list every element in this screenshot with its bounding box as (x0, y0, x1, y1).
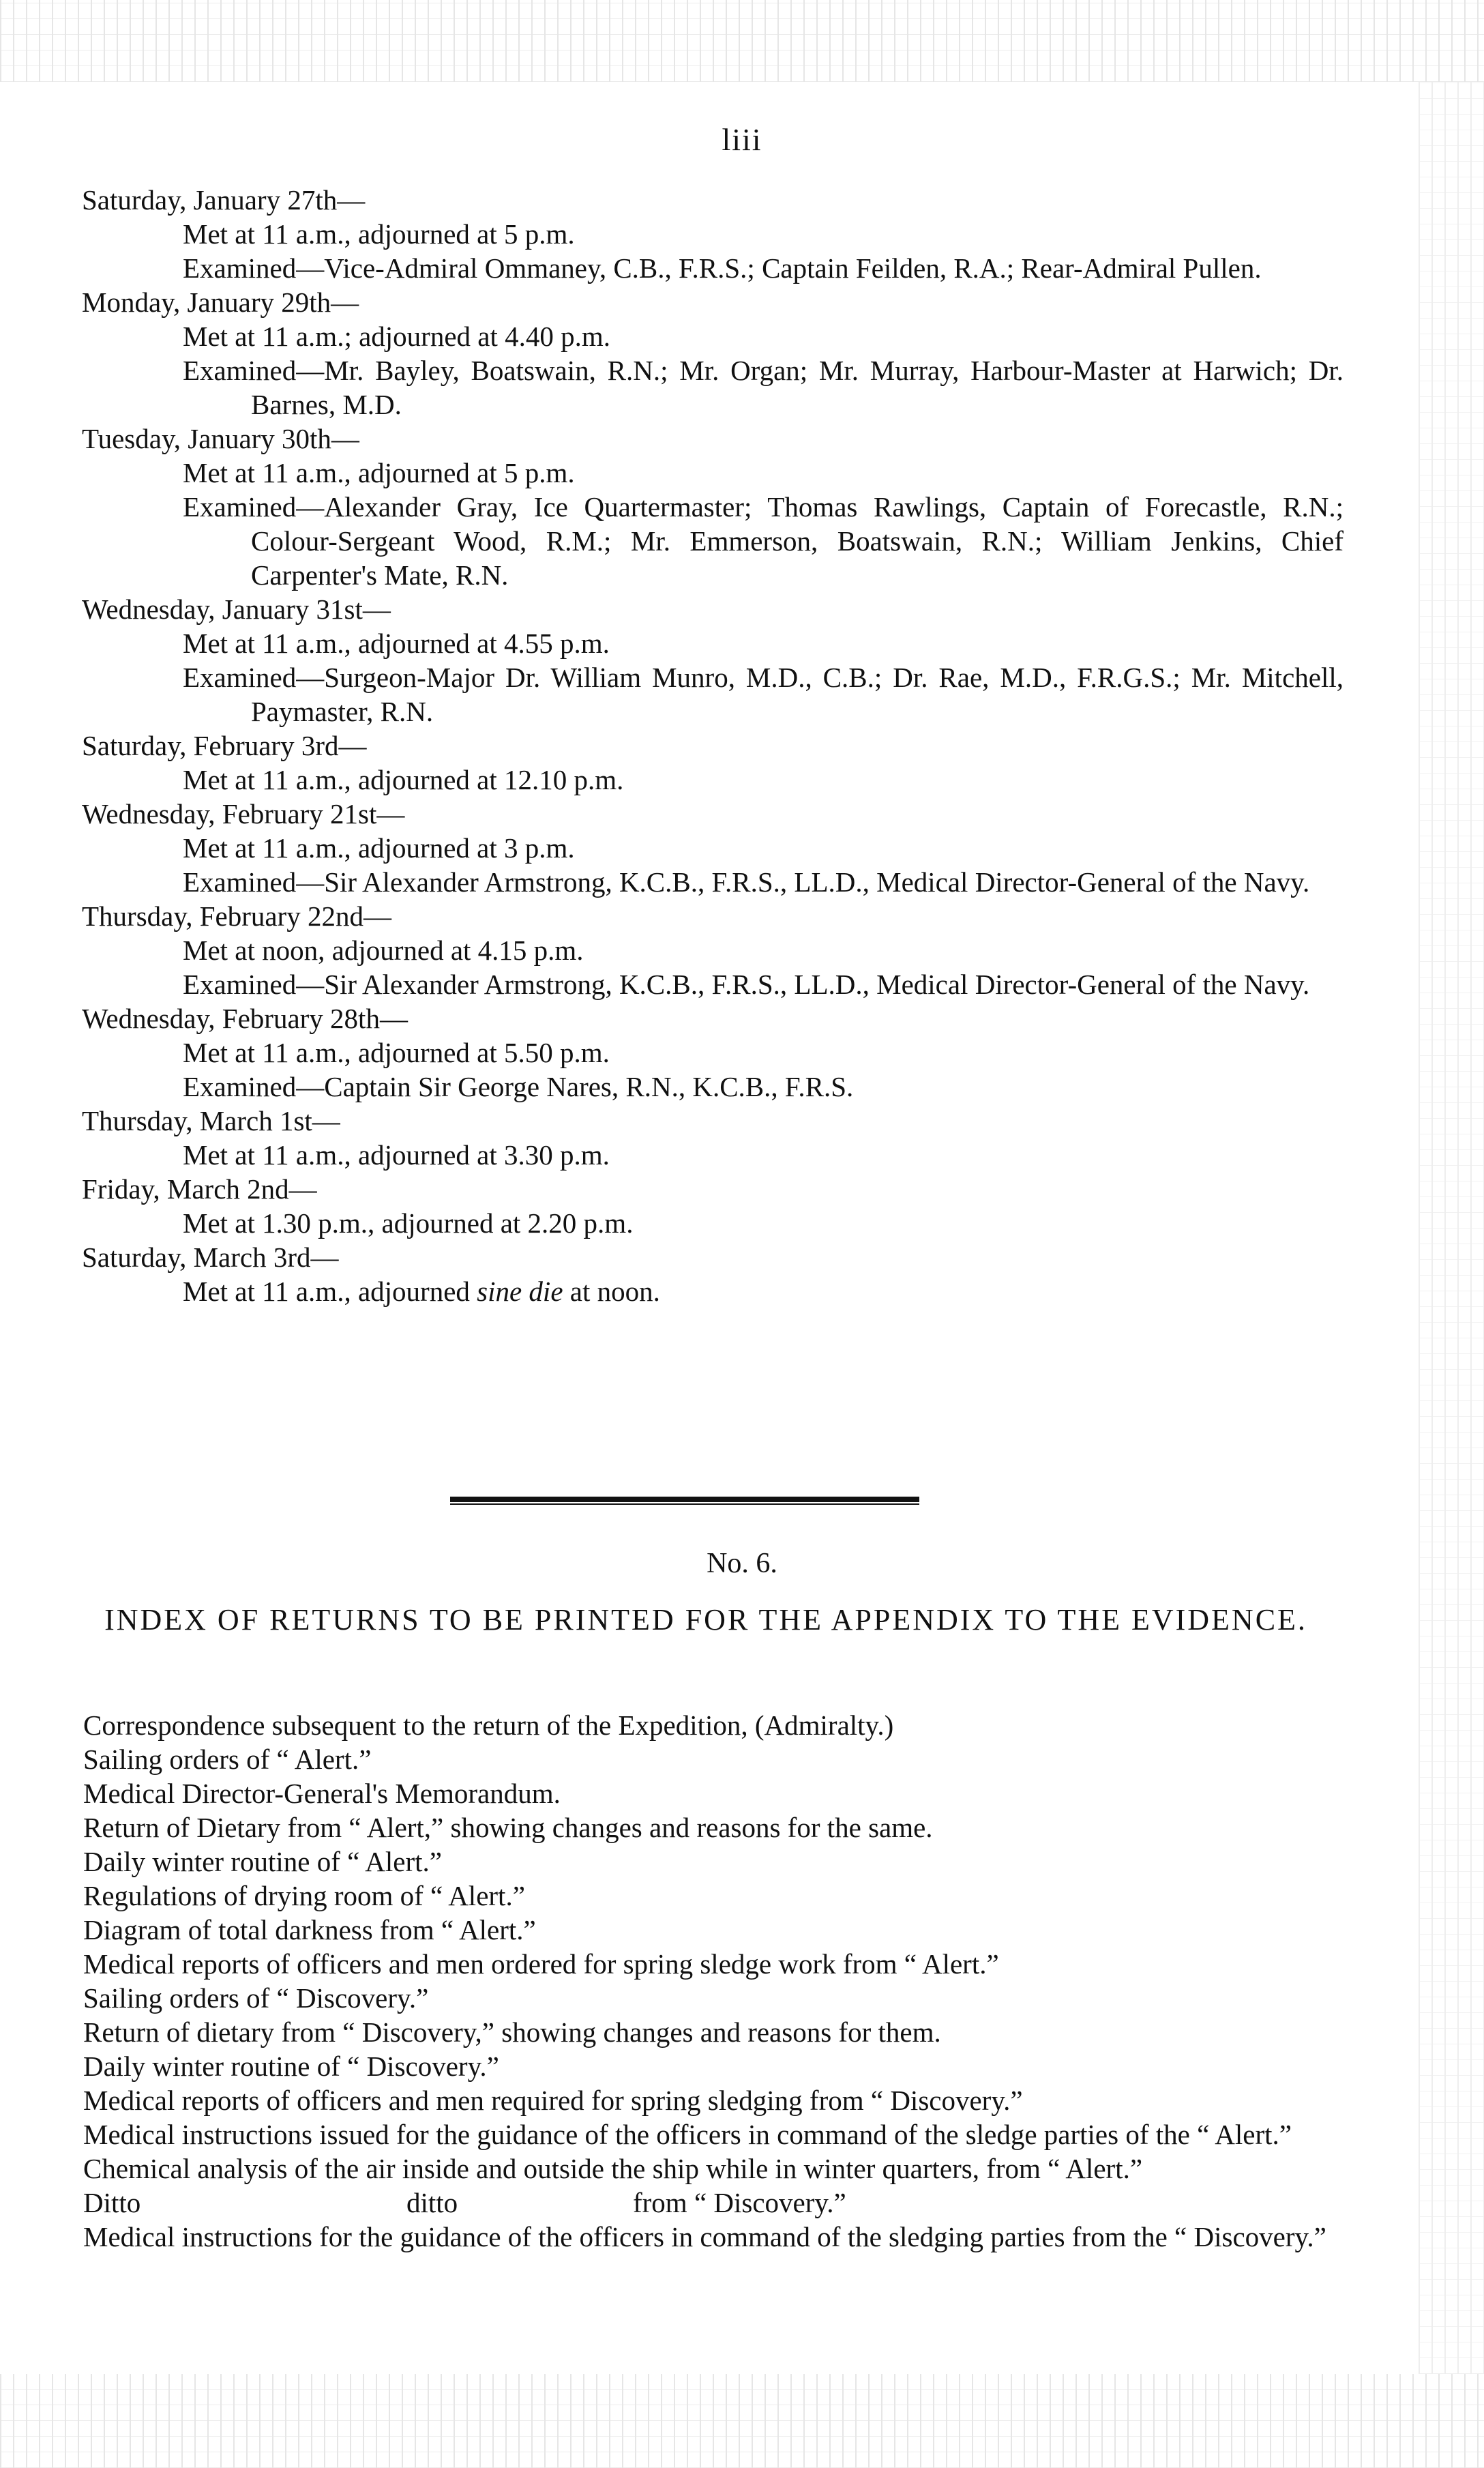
minutes-of-proceedings (75, 183, 1344, 1308)
session-met: Met at 11 a.m., adjourned at 3.30 p.m. (183, 1139, 610, 1171)
returns-list (83, 1708, 1335, 2254)
session-day: Thursday, March 1st— (82, 1105, 340, 1136)
return-item: Chemical analysis of the air inside and outside the ship while in winter quarters, from “ Alert.” (83, 2153, 1143, 2184)
session-met: Met at 11 a.m., adjourned at 5 p.m. (183, 457, 575, 488)
session-day: Saturday, February 3rd— (82, 730, 367, 761)
session-met: Met at 11 a.m., adjourned at 4.55 p.m. (183, 628, 610, 659)
ditto-c: from “ Discovery.” (633, 2187, 846, 2218)
session-examined (75, 353, 1344, 422)
ditto-a: Ditto (83, 2187, 141, 2218)
return-item: Sailing orders of “ Alert.” (83, 1744, 372, 1775)
session-day: Wednesday, January 31st— (82, 593, 391, 625)
session-day: Saturday, March 3rd— (82, 1242, 339, 1273)
session-met: Met at 1.30 p.m., adjourned at 2.20 p.m. (183, 1207, 634, 1239)
return-item: Medical Director-General's Memorandum. (83, 1778, 561, 1809)
section-number: No. 6. (707, 1548, 777, 1579)
examined-text: Examined—Sir Alexander Armstrong, K.C.B., F.R.S., LL.D., Medical Director-General of the Navy. (183, 866, 1310, 898)
session-met: Met at 11 a.m., adjourned at 5 p.m. (183, 218, 575, 250)
return-item: Return of Dietary from “ Alert,” showing changes and reasons for the same. (83, 1812, 933, 1843)
scan-noise-top (0, 0, 1484, 82)
session-met: Met at 11 a.m., adjourned at 12.10 p.m. (183, 764, 624, 795)
session-met: Met at 11 a.m., adjourned at 5.50 p.m. (183, 1037, 610, 1068)
session-examined (75, 967, 1344, 1001)
session-day: Saturday, January 27th— (82, 184, 366, 216)
return-item: Diagram of total darkness from “ Alert.” (83, 1914, 536, 1945)
session-examined (75, 251, 1344, 285)
examined-text: Examined—Surgeon-Major Dr. William Munro, M.D., C.B.; Dr. Rae, M.D., F.R.G.S.; Mr. Mitchell, Paymaster, R.N. (183, 662, 1344, 727)
met-text: Met at 11 a.m., adjourned (183, 1276, 477, 1307)
return-item: Daily winter routine of “ Alert.” (83, 1846, 442, 1877)
session-day: Monday, January 29th— (82, 287, 359, 318)
return-item: Medical reports of officers and men required for spring sledging from “ Discovery.” (83, 2085, 1023, 2116)
return-item: Medical instructions issued for the guidance of the officers in command of the sledge parties of the “ Alert.” (83, 2119, 1292, 2150)
section-divider (450, 1497, 919, 1502)
session-examined (75, 490, 1344, 592)
ditto-b: ditto (406, 2187, 458, 2218)
examined-text: Examined—Sir Alexander Armstrong, K.C.B., F.R.S., LL.D., Medical Director-General of the Navy. (183, 969, 1310, 1000)
return-item: Daily winter routine of “ Discovery.” (83, 2051, 499, 2082)
session-met: Met at noon, adjourned at 4.15 p.m. (183, 935, 584, 966)
return-item: Correspondence subsequent to the return of the Expedition, (Admiralty.) (83, 1709, 894, 1741)
scan-noise-bottom (0, 2374, 1484, 2468)
scan-noise-right (1419, 82, 1484, 2374)
page-number: liii (722, 122, 762, 157)
met-italic-text: sine die (477, 1276, 563, 1307)
examined-text: Examined—Vice-Admiral Ommaney, C.B., F.R.S.; Captain Feilden, R.A.; Rear-Admiral Pullen. (183, 252, 1262, 284)
session-met: Met at 11 a.m.; adjourned at 4.40 p.m. (183, 321, 611, 352)
session-day: Tuesday, January 30th— (82, 423, 359, 454)
session-examined (75, 865, 1344, 899)
examined-text: Examined—Alexander Gray, Ice Quartermaster; Thomas Rawlings, Captain of Forecastle, R.N.; Colour-Sergeant Wood, R.M.; Mr. Emmerson, Boatswain, R.N.; William Jenkins, Chief Carpenter's Mate, R.N. (183, 491, 1344, 591)
return-item: Medical instructions for the guidance of the officers in command of the sledging parties from the “ Discovery.” (83, 2221, 1326, 2252)
session-examined (75, 660, 1344, 729)
return-item: Medical reports of officers and men ordered for spring sledge work from “ Alert.” (83, 1948, 999, 1980)
index-title: INDEX OF RETURNS TO BE PRINTED FOR THE APPENDIX TO THE EVIDENCE. (104, 1603, 1307, 1636)
examined-text: Examined—Captain Sir George Nares, R.N., K.C.B., F.R.S. (183, 1071, 854, 1102)
met-text-end: at noon. (563, 1276, 660, 1307)
return-item: Regulations of drying room of “ Alert.” (83, 1880, 525, 1911)
session-day: Thursday, February 22nd— (82, 900, 391, 932)
return-item: Sailing orders of “ Discovery.” (83, 1982, 429, 2014)
examined-text: Examined—Mr. Bayley, Boatswain, R.N.; Mr. Organ; Mr. Murray, Harbour-Master at Harwich; Dr. Barnes, M.D. (183, 355, 1344, 420)
return-item: Return of dietary from “ Discovery,” showing changes and reasons for them. (83, 2016, 941, 2048)
ditto-row (83, 2186, 1335, 2220)
session-day: Wednesday, February 28th— (82, 1003, 408, 1034)
session-examined (75, 1070, 1344, 1104)
session-met: Met at 11 a.m., adjourned at 3 p.m. (183, 832, 575, 864)
session-day: Wednesday, February 21st— (82, 798, 405, 829)
session-met (75, 1274, 1344, 1308)
session-day: Friday, March 2nd— (82, 1173, 317, 1205)
